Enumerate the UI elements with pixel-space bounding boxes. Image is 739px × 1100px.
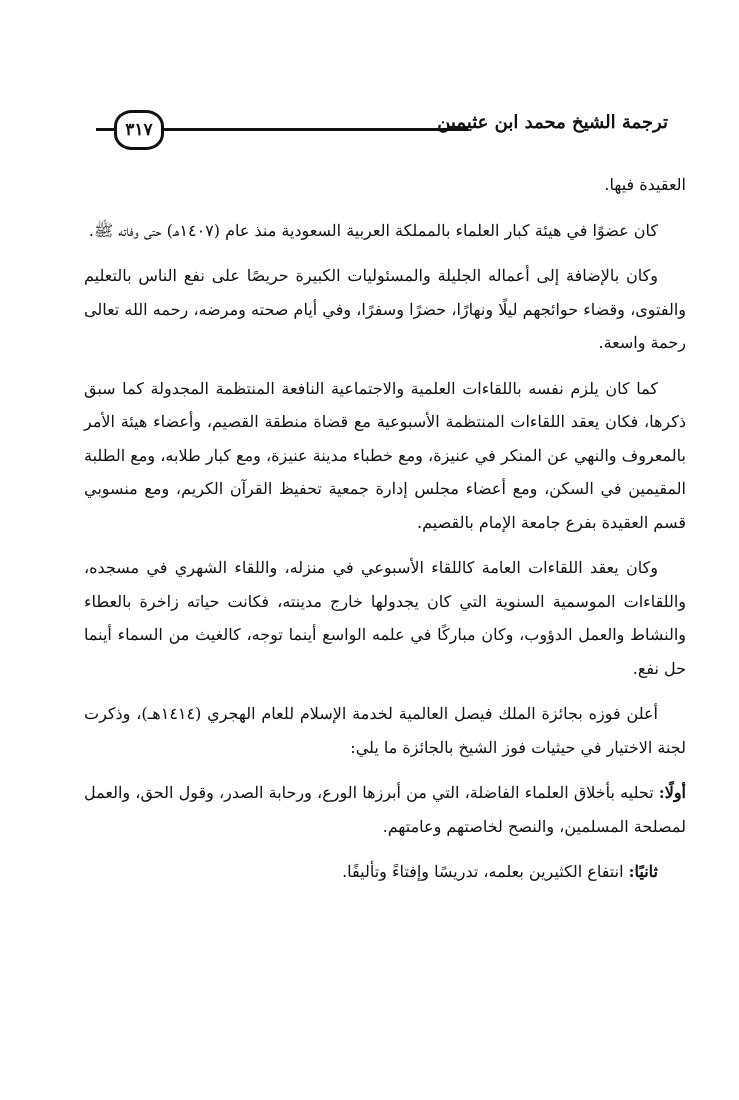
list-item-1 bbox=[84, 776, 686, 843]
list-item-2-label: ثانيًا: bbox=[628, 862, 658, 881]
page-header bbox=[88, 106, 668, 146]
list-item-2 bbox=[84, 855, 686, 889]
paragraph-6: أعلن فوزه بجائزة الملك فيصل العالمية لخدمة الإسلام للعام الهجري (١٤١٤هـ)، وذكرت لجنة الاختيار في حيثيات فوز الشيخ بالجائزة ما يلي: bbox=[84, 704, 686, 757]
paragraph-1: العقيدة فيها. bbox=[604, 175, 686, 194]
page-number: ٣١٧ bbox=[114, 110, 164, 150]
paragraph-2: كان عضوًا في هيئة كبار العلماء بالمملكة العربية السعودية منذ عام (١٤٠٧هـ) حتى وفاته ﷺ. bbox=[88, 220, 658, 240]
paragraph-3: وكان بالإضافة إلى أعماله الجليلة والمسئوليات الكبيرة حريصًا على نفع الناس بالتعليم والفتوى، وقضاء حوائجهم ليلًا ونهارًا، حضرًا وسفرًا، وفي أيام صحته ومرضه، رحمه الله تعالى رحمة واسعة. bbox=[84, 266, 687, 352]
paragraph-4: كما كان يلزم نفسه باللقاءات العلمية والاجتماعية النافعة المنتظمة المجدولة كما سبق ذكرها، فكان يعقد اللقاءات المنتظمة الأسبوعية مع قضاة منطقة القصيم، وأعضاء هيئة الأمر بالمعروف والنهي عن المنكر في عنيزة، ومع خطباء مدينة عنيزة، ومع كبار طلابه، ومع الطلبة المقيمين في السكن، ومع أعضاء مجلس إدارة جمعية تحفيظ القرآن الكريم، ومع منسوبي قسم العقيدة بفرع جامعة الإمام بالقصيم. bbox=[84, 378, 686, 532]
paragraph-5: وكان يعقد اللقاءات العامة كاللقاء الأسبوعي في منزله، واللقاء الشهري في مسجده، واللقاءات الموسمية السنوية التي كان يجدولها خارج مدينته، فكانت حياته زاخرة بالعطاء والنشاط والعمل الدؤوب، وكان مباركًا في علمه الواسع أينما توجه، كالغيث من السماء أينما حل نفع. bbox=[84, 558, 686, 678]
list-item-1-text: تحليه بأخلاق العلماء الفاضلة، التي من أبرزها الورع، ورحابة الصدر، وقول الحق، والعمل لمصلحة المسلمين، والنصح لخاصتهم وعامتهم. bbox=[84, 783, 686, 836]
list-item-1-label: أولًا: bbox=[658, 783, 686, 802]
running-title: ترجمة الشيخ محمد ابن عثيمين bbox=[437, 112, 668, 133]
header-rule bbox=[150, 128, 468, 131]
list-item-2-text: انتفاع الكثيرين بعلمه، تدريسًا وإفتاءً وتأليفًا. bbox=[342, 862, 629, 881]
page-body bbox=[84, 168, 686, 901]
